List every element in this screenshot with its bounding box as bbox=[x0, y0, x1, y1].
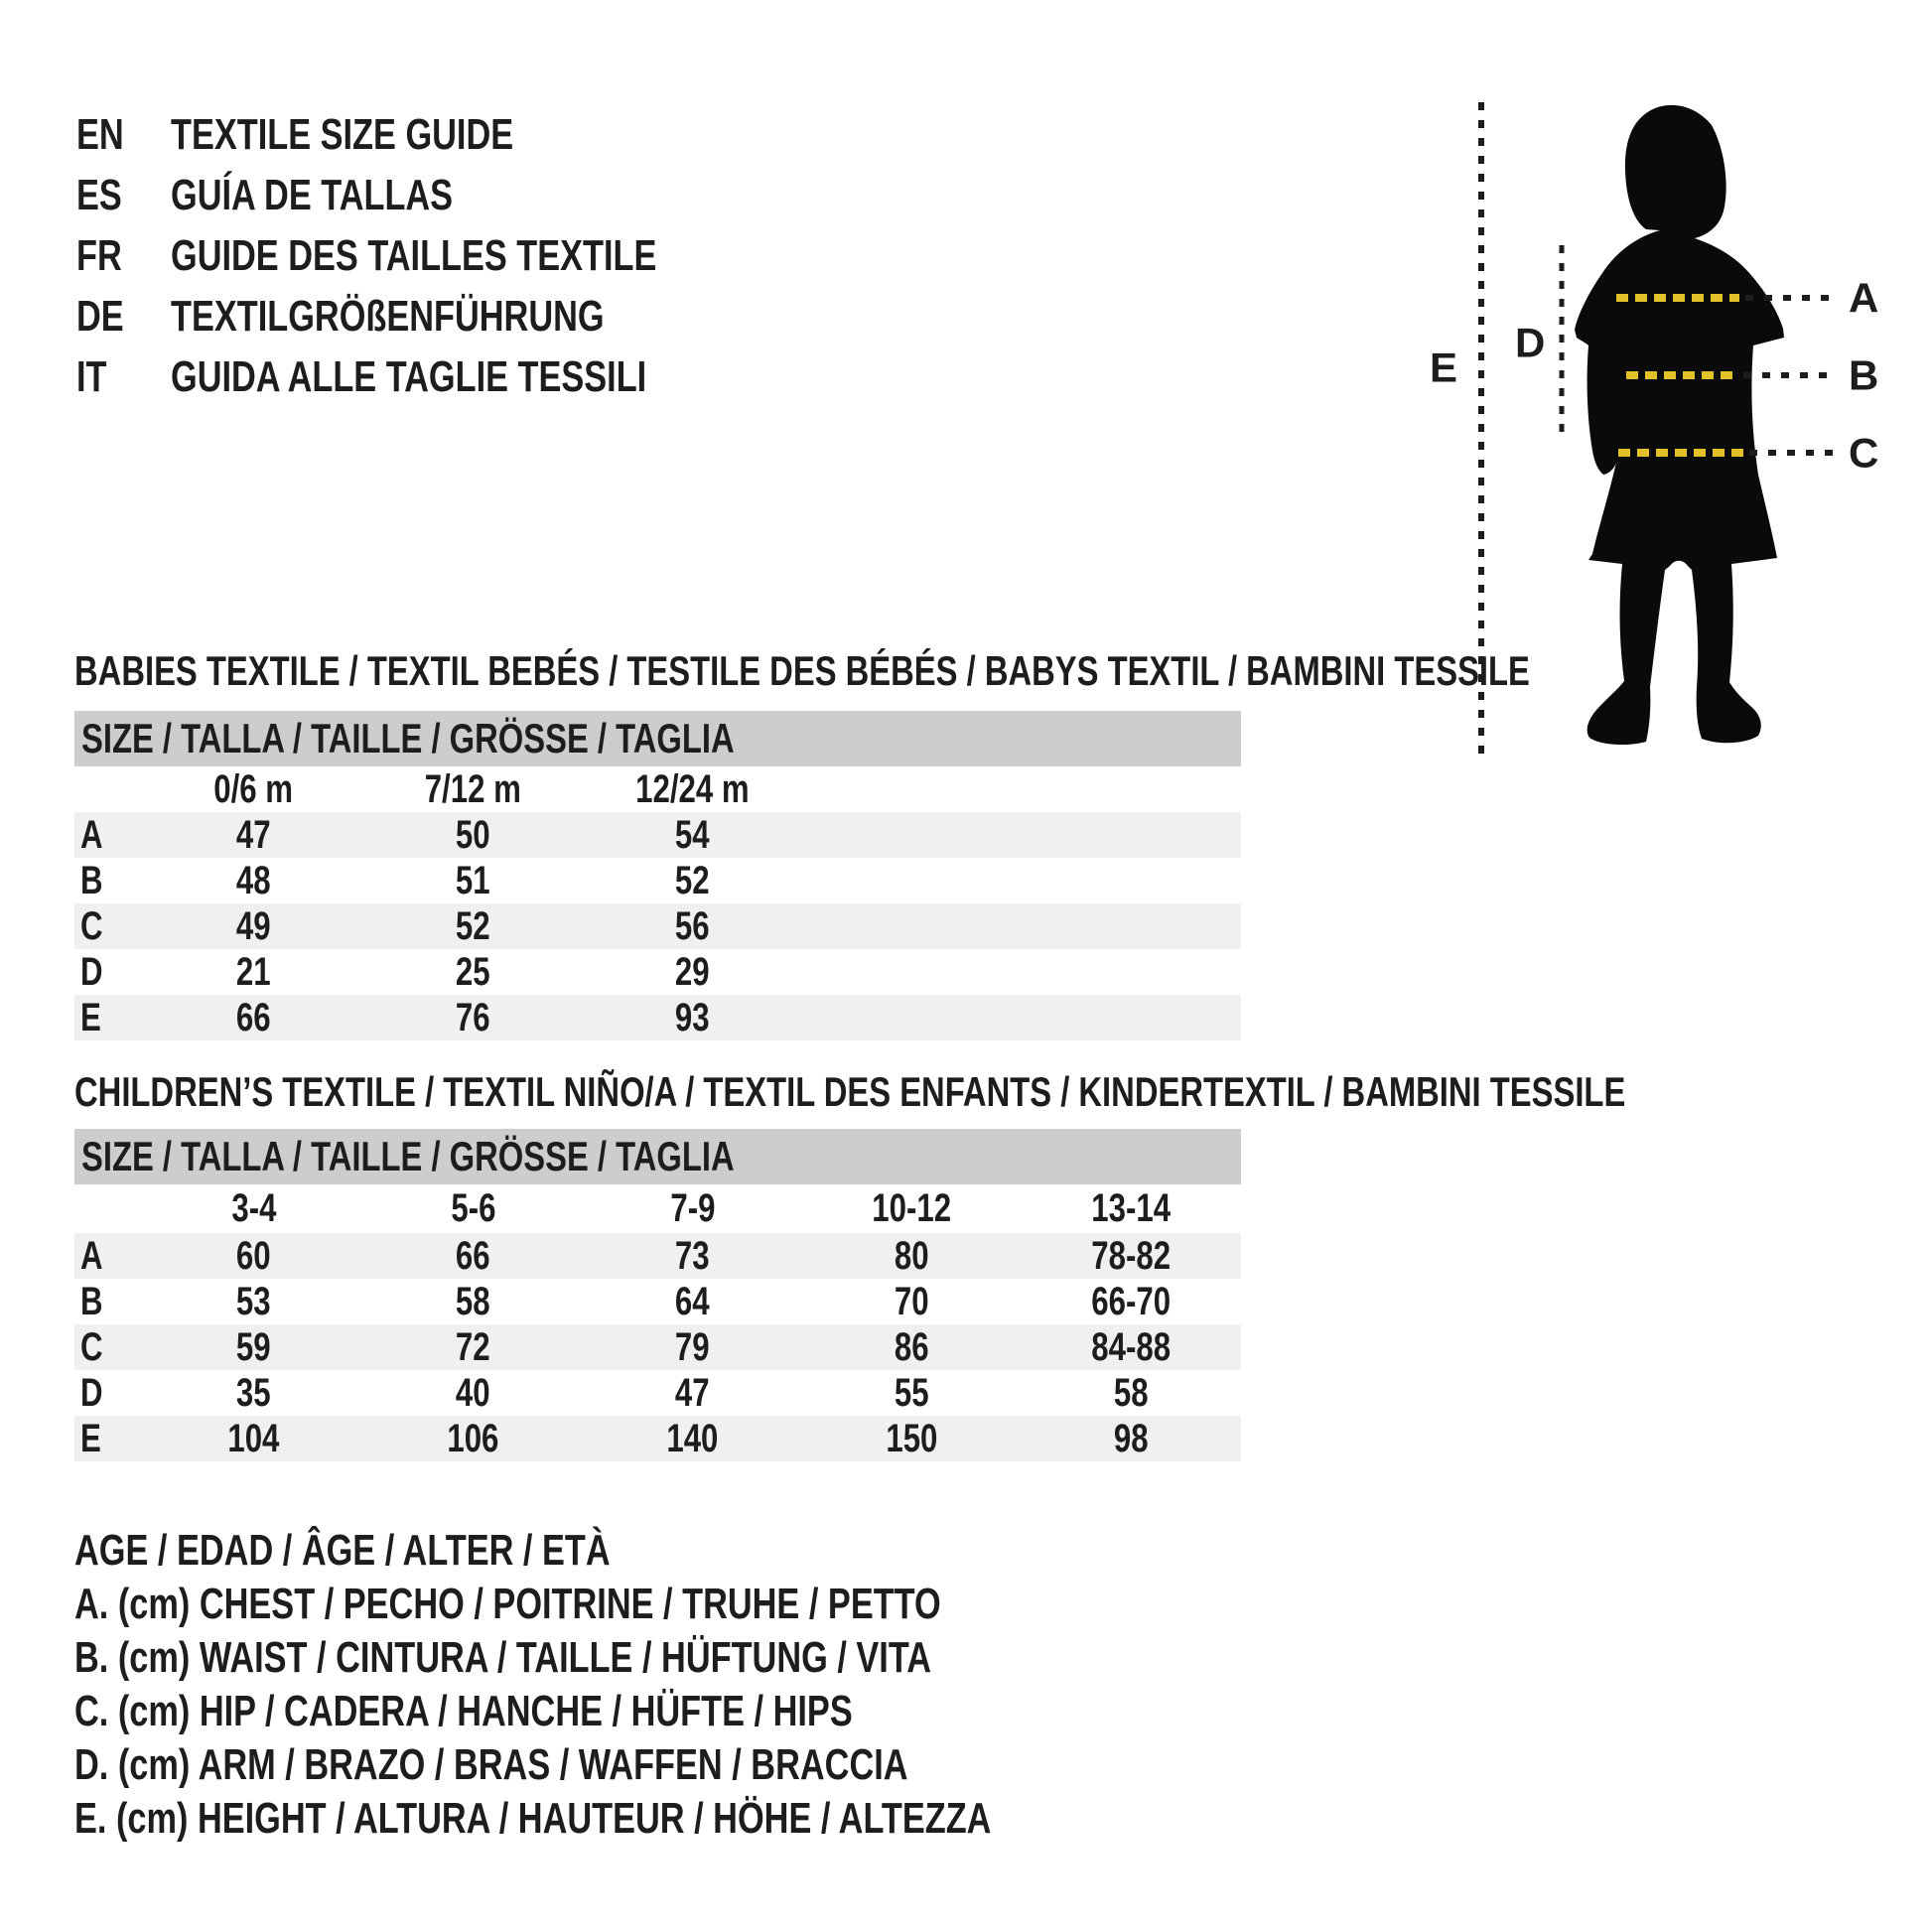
children-column-header: 7-9 bbox=[669, 1186, 716, 1230]
table-cell: 47 bbox=[675, 1371, 710, 1415]
language-row-de bbox=[0, 293, 1390, 341]
legend-chest-text: A. (cm) CHEST / PECHO / POITRINE / TRUHE / PETTO bbox=[74, 1580, 941, 1628]
table-cell: 78-82 bbox=[1091, 1234, 1172, 1278]
row-label: B bbox=[80, 858, 103, 902]
language-code: FR bbox=[76, 231, 122, 280]
babies-column-header: 12/24 m bbox=[635, 767, 750, 811]
babies-row-e bbox=[74, 995, 1241, 1040]
language-code: IT bbox=[76, 352, 107, 401]
table-cell: 58 bbox=[1114, 1371, 1149, 1415]
babies-section-title-text: BABIES TEXTILE / TEXTIL BEBÉS / TESTILE DES BÉBÉS / BABYS TEXTIL / BAMBINI TESSILE bbox=[74, 647, 1530, 694]
babies-column-header: 0/6 m bbox=[213, 767, 294, 811]
children-row-c bbox=[74, 1324, 1241, 1370]
table-cell: 106 bbox=[447, 1417, 499, 1460]
language-title: GUIDE DES TAILLES TEXTILE bbox=[171, 231, 657, 280]
table-cell: 72 bbox=[456, 1325, 490, 1369]
table-cell: 40 bbox=[456, 1371, 490, 1415]
legend-hip bbox=[74, 1688, 1072, 1735]
language-code: ES bbox=[76, 171, 122, 219]
row-label: C bbox=[80, 903, 103, 948]
table-cell: 48 bbox=[236, 859, 271, 902]
legend-age bbox=[74, 1527, 761, 1575]
legend-waist-text: B. (cm) WAIST / CINTURA / TAILLE / HÜFTUNG / VITA bbox=[74, 1633, 932, 1682]
language-row-it bbox=[0, 353, 1390, 401]
children-row-b bbox=[74, 1279, 1241, 1324]
table-cell: 60 bbox=[236, 1234, 271, 1278]
babies-column-header-row bbox=[74, 766, 1241, 812]
children-column-header: 3-4 bbox=[230, 1186, 277, 1230]
babies-size-header-text: SIZE / TALLA / TAILLE / GRÖSSE / TAGLIA bbox=[81, 715, 735, 761]
table-cell: 59 bbox=[236, 1325, 271, 1369]
row-label: D bbox=[80, 1370, 103, 1415]
language-code: DE bbox=[76, 292, 124, 341]
children-section-title bbox=[74, 1068, 1932, 1116]
children-row-a bbox=[74, 1233, 1241, 1279]
language-row-fr bbox=[0, 232, 1390, 280]
row-label: A bbox=[80, 812, 103, 857]
table-cell: 104 bbox=[227, 1417, 280, 1460]
legend-arm bbox=[74, 1741, 1143, 1789]
table-cell: 54 bbox=[675, 813, 710, 857]
language-title: GUÍA DE TALLAS bbox=[171, 171, 454, 219]
measure-label-a: A bbox=[1849, 274, 1879, 322]
table-cell: 150 bbox=[886, 1417, 938, 1460]
table-cell: 35 bbox=[236, 1371, 271, 1415]
table-cell: 66 bbox=[456, 1234, 490, 1278]
table-cell: 84-88 bbox=[1091, 1325, 1172, 1369]
babies-row-d bbox=[74, 949, 1241, 995]
babies-column-header: 7/12 m bbox=[424, 767, 522, 811]
table-cell: 86 bbox=[895, 1325, 929, 1369]
table-cell: 140 bbox=[666, 1417, 719, 1460]
children-column-header: 5-6 bbox=[450, 1186, 496, 1230]
table-cell: 98 bbox=[1114, 1417, 1149, 1460]
children-column-header: 10-12 bbox=[872, 1186, 952, 1230]
measure-label-d: D bbox=[1515, 319, 1546, 366]
measure-label-e: E bbox=[1430, 344, 1458, 391]
language-row-es bbox=[0, 172, 1390, 219]
language-title: TEXTILE SIZE GUIDE bbox=[171, 110, 514, 159]
row-label: E bbox=[80, 1416, 101, 1460]
language-code: EN bbox=[76, 110, 124, 159]
babies-row-b bbox=[74, 858, 1241, 903]
legend-arm-text: D. (cm) ARM / BRAZO / BRAS / WAFFEN / BRACCIA bbox=[74, 1740, 908, 1789]
babies-section-title bbox=[74, 647, 1932, 695]
children-column-header: 13-14 bbox=[1091, 1186, 1172, 1230]
table-cell: 66-70 bbox=[1091, 1280, 1172, 1323]
row-label: C bbox=[80, 1324, 103, 1369]
legend-height bbox=[74, 1795, 1250, 1843]
table-cell: 80 bbox=[895, 1234, 929, 1278]
language-title: TEXTILGRÖßENFÜHRUNG bbox=[171, 292, 605, 341]
measure-label-c: C bbox=[1849, 429, 1879, 477]
table-cell: 53 bbox=[236, 1280, 271, 1323]
table-cell: 25 bbox=[456, 950, 490, 994]
table-cell: 58 bbox=[456, 1280, 490, 1323]
table-cell: 70 bbox=[895, 1280, 929, 1323]
row-label: B bbox=[80, 1279, 103, 1323]
table-cell: 49 bbox=[236, 904, 271, 948]
children-column-header-row bbox=[74, 1185, 1241, 1231]
table-cell: 79 bbox=[675, 1325, 710, 1369]
table-cell: 76 bbox=[456, 996, 490, 1039]
language-row-en bbox=[0, 111, 1390, 159]
table-cell: 52 bbox=[675, 859, 710, 902]
children-row-d bbox=[74, 1370, 1241, 1416]
children-size-header-bar bbox=[74, 1129, 1241, 1184]
children-section-title-text: CHILDREN’S TEXTILE / TEXTIL NIÑO/A / TEXTIL DES ENFANTS / KINDERTEXTIL / BAMBINI TESSILE bbox=[74, 1068, 1626, 1115]
table-cell: 73 bbox=[675, 1234, 710, 1278]
legend-hip-text: C. (cm) HIP / CADERA / HANCHE / HÜFTE / HIPS bbox=[74, 1687, 853, 1735]
legend-waist bbox=[74, 1634, 1173, 1682]
table-cell: 50 bbox=[456, 813, 490, 857]
table-cell: 93 bbox=[675, 996, 710, 1039]
babies-size-header-bar bbox=[74, 711, 1241, 766]
row-label: A bbox=[80, 1233, 103, 1278]
table-cell: 47 bbox=[236, 813, 271, 857]
babies-row-c bbox=[74, 903, 1241, 949]
table-cell: 64 bbox=[675, 1280, 710, 1323]
table-cell: 29 bbox=[675, 950, 710, 994]
language-title: GUIDA ALLE TAGLIE TESSILI bbox=[171, 352, 647, 401]
children-size-header-text: SIZE / TALLA / TAILLE / GRÖSSE / TAGLIA bbox=[81, 1133, 735, 1179]
legend-chest bbox=[74, 1581, 1185, 1628]
row-label: D bbox=[80, 949, 103, 994]
table-cell: 66 bbox=[236, 996, 271, 1039]
legend-height-text: E. (cm) HEIGHT / ALTURA / HAUTEUR / HÖHE / ALTEZZA bbox=[74, 1794, 992, 1843]
table-cell: 55 bbox=[895, 1371, 929, 1415]
table-cell: 51 bbox=[456, 859, 490, 902]
table-cell: 56 bbox=[675, 904, 710, 948]
row-label: E bbox=[80, 995, 101, 1039]
table-cell: 52 bbox=[456, 904, 490, 948]
table-cell: 21 bbox=[236, 950, 271, 994]
babies-row-a bbox=[74, 812, 1241, 858]
measure-label-b: B bbox=[1849, 351, 1879, 399]
children-row-e bbox=[74, 1416, 1241, 1461]
legend-age-text: AGE / EDAD / ÂGE / ALTER / ETÀ bbox=[74, 1526, 611, 1575]
